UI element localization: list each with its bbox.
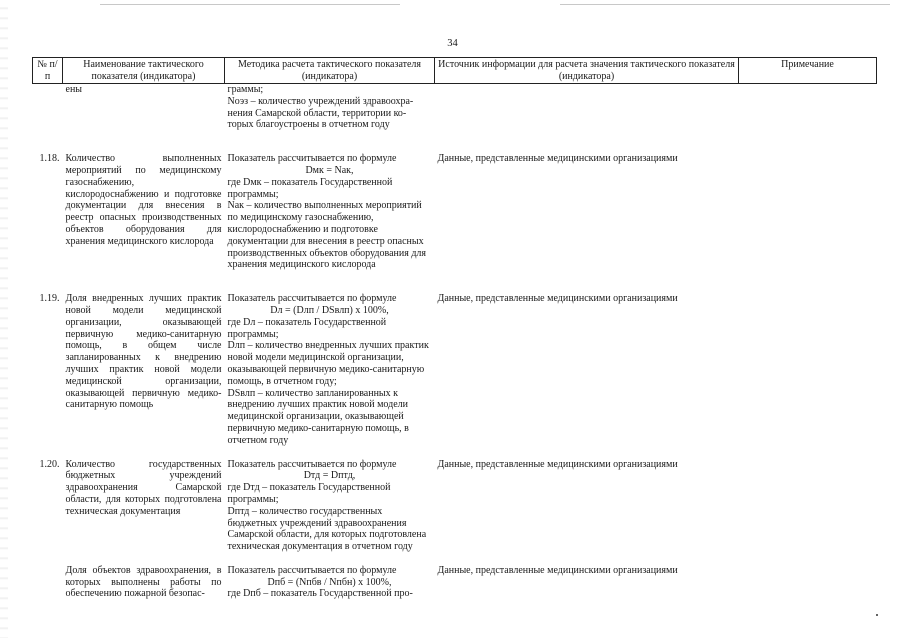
indicators-table [32, 57, 877, 600]
formula: Dл = (Dлп / DSвлп) x 100%, [270, 304, 389, 316]
row-note [739, 153, 877, 271]
row-method [225, 84, 435, 132]
header-source: Источник информации для расчета значения тактического показателя (индикатора) [435, 58, 739, 84]
row-name: Количество государственных бюджетных учреждений здравоохранения Самарской области, для которых подготовлена техническая документация [65, 458, 222, 517]
row-method [225, 153, 435, 271]
row-name: Доля внедренных лучших практик новой модели медицинской организации, оказывающей первичную медико-санитарную помощь, в общем числе запланированных к внедрению лучших практик новой модели медицинской организации, оказывающей первичную медико-санитарную помощь [65, 293, 222, 411]
row-method [225, 293, 435, 446]
row-source: Данные, представленные медицинскими организациями [437, 458, 678, 470]
row-number: 1.18. [39, 153, 60, 165]
row-method [225, 565, 435, 600]
header-num: № п/п [33, 58, 63, 84]
method-line: где Dпб – показатель Государственной про- [227, 588, 413, 600]
method-line: где Dмк – показатель Государственной программы; [227, 176, 393, 200]
row-method [225, 459, 435, 553]
row-note [739, 565, 877, 600]
header-note: Примечание [739, 58, 877, 84]
row-number: 1.20. [39, 458, 60, 470]
row-source: Данные, представленные медицинскими организациями [437, 293, 678, 305]
formula: Dтд = Dптд, [303, 470, 356, 482]
row-number [33, 565, 63, 600]
table-row [33, 459, 877, 553]
header-method: Методика расчета тактического показателя (индикатора) [225, 58, 435, 84]
row-name: ены [65, 84, 83, 95]
row-note [739, 459, 877, 553]
method-line: Dлп – количество внедренных лучших практик новой модели медицинской организации, оказывающей первичную медико-санитарную помощь, в отчетном году; [227, 340, 429, 387]
method-line: где Dтд – показатель Государственной программы; [227, 482, 391, 505]
method-line: DSвлп – количество запланированных к внедрению лучших практик новой модели медицинской организации, оказывающей первичную медико-санитарную помощь, в отчетном году [227, 387, 409, 446]
header-name: Наименование тактического показателя (индикатора) [63, 58, 225, 84]
scan-rule-top-left [100, 4, 400, 5]
method-line: Nоэз – количество учреждений здравоохра- [227, 95, 414, 107]
method-intro: Показатель рассчитывается по формуле [227, 153, 397, 165]
method-line: торых благоустроены в отчетном году [227, 119, 390, 131]
scan-edge-noise [0, 0, 8, 638]
scan-speck [876, 614, 878, 616]
method-line: нения Самарской области, территории ко- [227, 107, 407, 119]
formula: Dпб = (Nпбв / Nпбн) x 100%, [267, 576, 392, 588]
method-line: где Dл – показатель Государственной программы; [227, 316, 387, 340]
method-intro: Показатель рассчитывается по формуле [227, 458, 397, 470]
method-line: Nак – количество выполненных мероприятий по медицинскому газоснабжению, кислородоснабжению и подготовке документации для внесения в реестр опасных производственных объектов оборудования для хранения медицинского кислорода [227, 200, 426, 271]
row-source: Данные, представленные медицинскими организациями [437, 564, 678, 576]
table-row-continuation [33, 84, 877, 132]
method-line: граммы; [227, 84, 264, 95]
table-row [33, 565, 877, 600]
table-body [33, 84, 877, 601]
row-name: Количество выполненных мероприятий по медицинскому газоснабжению, кислородоснабжению и подготовке документации для внесения в реестр опасных производственных объектов оборудования для хранения медицинского кислорода [65, 153, 222, 247]
row-number: 1.19. [39, 293, 60, 305]
page-number: 34 [447, 38, 458, 49]
formula: Dмк = Nак, [305, 164, 354, 176]
method-intro: Показатель рассчитывается по формуле [227, 293, 397, 305]
scan-rule-top-right [560, 4, 890, 5]
table-row [33, 153, 877, 271]
row-name: Доля объектов здравоохранения, в которых выполнены работы по обеспечению пожарной безопас- [65, 564, 222, 600]
row-source: Данные, представленные медицинскими организациями [437, 153, 678, 165]
method-intro: Показатель рассчитывается по формуле [227, 564, 397, 576]
table-row [33, 293, 877, 446]
table-header [33, 58, 877, 84]
method-line: Dптд – количество государственных бюджетных учреждений здравоохранения Самарской области, для которых подготовлена техническая документация в отчетном году [227, 505, 427, 553]
row-note [739, 293, 877, 446]
